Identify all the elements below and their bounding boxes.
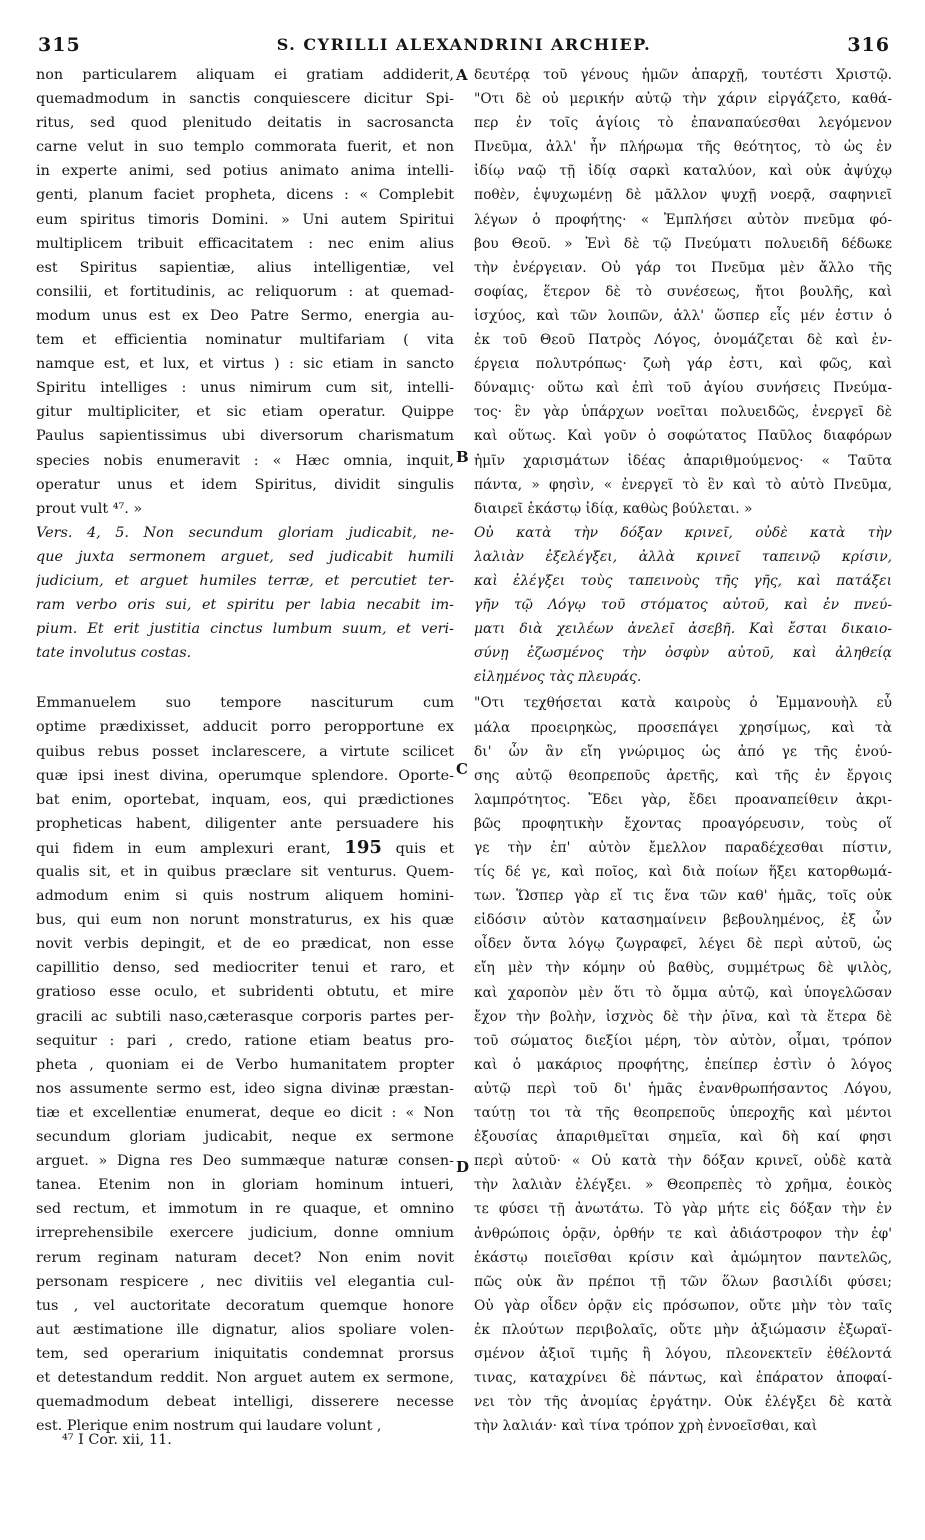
running-title: S. CYRILLI ALEXANDRINI ARCHIEP. <box>276 35 652 54</box>
section-gap <box>36 665 454 691</box>
margin-letter-b: B <box>456 448 469 466</box>
greek-verse <box>474 521 892 690</box>
latin-col-line: ritus, sed quod plenitudo deitatis in sacrosancta <box>36 115 454 132</box>
latin-verse <box>36 521 454 666</box>
greek-col2-line: τὴν λαλιὰν ἐλέγξει. » Θεοπρεπὲς τὸ χρῆμα, ἐοικὸς <box>474 1177 892 1194</box>
latin-verse-line: Vers. 4, 5. Non secundum gloriam judicabit, ne- <box>36 524 454 541</box>
latin-col2-line: rerum reginam naturam decet? Non enim novit <box>36 1249 454 1266</box>
latin-col-line: carne velut in suo templo commorata fuerit, et non <box>36 139 454 156</box>
greek-col2-line: εἰδόσιν αὐτὸν κατασημαίνειν βεβουλημένος, ἐξ ὧν <box>474 912 892 929</box>
greek-col-line: βου Θεοῦ. » Ἑνὶ δὲ τῷ Πνεύματι πολυειδῆ δέδωκε <box>474 235 892 252</box>
greek-verse-line: λαλιὰν ἐξελέγξει, ἀλλὰ κρινεῖ ταπεινῷ κρίσιν, <box>474 548 892 565</box>
greek-verse-line: γῆν τῷ Λόγῳ τοῦ στόματος αὐτοῦ, καὶ ἐν πνεύ- <box>474 597 892 614</box>
latin-col-line: Paulus sapientissimus ubi diversorum charismatum <box>36 428 454 445</box>
greek-col2-line: τε φύσει τῇ ἀνωτάτω. Τὸ γὰρ μήτε εἰς δόξαν τὴν ἐν <box>474 1201 892 1218</box>
greek-col-line: διαιρεῖ ἑκάστῳ ἰδίᾳ, καθὼς βούλεται. » <box>474 500 753 517</box>
latin-col2-line: sequitur : pari , credo, ratione etiam beatus pro- <box>36 1032 454 1049</box>
greek-col2-line: ταύτῃ τοι τὰ τῆς θεοπρεποῦς ὑπεροχῆς καὶ μέντοι <box>474 1105 892 1122</box>
latin-col2-line: qui fidem in eum amplexuri erant, 195 quis et <box>36 836 454 858</box>
latin-col-line: non particularem aliquam ei gratiam addiderit, <box>36 67 454 83</box>
greek-col2-line: ἔχον τὴν βολὴν, ἰσχνὸς δὲ τὴν ῥῖνα, καὶ τὰ ἕτερα δὲ <box>474 1008 892 1025</box>
greek-col-line: ἐκ τοῦ Θεοῦ Πατρὸς Λόγος, ὀνομάζεται δὲ καὶ ἐν- <box>474 332 892 349</box>
greek-col2-line: λαμπρότητος. Ἔδει γὰρ, ἔδει προαναπείθειν ἀκρι- <box>474 791 892 808</box>
latin-col2-line: admodum enim si quis nostrum aliquem homini- <box>36 888 454 905</box>
greek-col2-line: ἐκ πλούτων περιβολαῖς, οὔτε μὴν ἀξιώμασιν ἐξωραϊ- <box>474 1321 892 1338</box>
greek-paragraph-2 <box>474 691 892 1438</box>
greek-col2-line: βῶς προφητικὴν ἔχοντας προαγόρευσιν, τοὺς οἵ <box>474 815 892 832</box>
greek-col2-line: οἶδεν ὄντα λόγῳ ζωγραφεῖ, λέγει δὲ περὶ αὐτοῦ, ὡς <box>474 936 892 953</box>
latin-col-line: est Spiritus sapientiæ, alius intelligentiæ, vel <box>36 259 454 276</box>
greek-col-line: περ ἐν τοῖς ἁγίοις τὸ ἐπαναπαύεσθαι λεγόμενον <box>474 115 892 132</box>
latin-col-line: modum unus est ex Deo Patre Sermo, energia au- <box>36 307 454 324</box>
greek-col2-line: των. Ὥσπερ γὰρ εἴ τις ἕνα τῶν καθ' ἡμᾶς, τοῖς οὐκ <box>474 888 892 905</box>
margin-letter-c: C <box>456 760 468 778</box>
greek-col-line: δύναμις· οὕτω καὶ ἐπὶ τοῦ ἁγίου συνήσεις Πνεύμα- <box>474 380 892 397</box>
latin-col2-line: bat enim, oportebat, inquam, eos, qui prædictiones <box>36 791 454 808</box>
greek-col-line: "Οτι δὲ οὐ μερικήν αὐτῷ τὴν χάριν εἰργάζετο, καθά- <box>474 91 892 108</box>
greek-col2-line: ἐξουσίας ἀπαριθμεῖται σημεῖα, καὶ δὴ καί φησι <box>474 1129 892 1146</box>
latin-col2-line: tiæ et excellentiæ enumerat, deque eo dicit : « Non <box>36 1104 454 1121</box>
greek-col2-line: σης αὐτῷ θεοπρεποῦς ἀρετῆς, καὶ τῆς ἐν ἔργοις <box>474 767 892 784</box>
footnote: ⁴⁷ I Cor. xii, 11. <box>62 1432 172 1448</box>
greek-col-line: έργεια πολυτρόπως· ζωὴ γάρ ἐστι, καὶ φῶς, καὶ <box>474 356 892 373</box>
latin-col2-line: arguet. » Digna res Deo summæque naturæ consen- <box>36 1153 454 1170</box>
greek-col-line: Πνεῦμα, ἀλλ' ἦν πλήρωμα τῆς θεότητος, τὸ ὡς ἐν <box>474 139 892 156</box>
greek-col-line: ποθὲν, ἐψυχωμένῃ δὲ μᾶλλον ψυχῇ νοερᾷ, σαφηνιεῖ <box>474 187 892 204</box>
running-header <box>38 34 890 62</box>
greek-col2-line: καὶ ὁ μακάριος προφήτης, ἐπείπερ ἐστὶν ὁ λόγος <box>474 1056 892 1073</box>
latin-col2-line: qualis sit, et in quibus præclare sit venturus. Quem- <box>36 864 454 880</box>
greek-col2-line: τοῦ σώματος διεξίοι μέρη, τὸν αὐτὸν, οἶμαι, τρόπον <box>474 1032 892 1049</box>
greek-verse-line: Οὐ κατὰ τὴν δόξαν κρινεῖ, οὐδὲ κατὰ τὴν <box>474 524 892 541</box>
latin-verse-line: que juxta sermonem arguet, sed judicabit humili <box>36 548 454 565</box>
greek-col2-line: ἀνθρώποις ὁρᾷν, ὀρθήν τε καὶ ἀδιάστροφον τὴν ἐφ' <box>474 1225 892 1242</box>
latin-col2-line: Emmanuelem suo tempore nasciturum cum <box>36 695 454 712</box>
column-number-marker: 195 <box>344 836 382 858</box>
latin-col2-line: personam respicere , nec divitiis vel elegantia cul- <box>36 1273 454 1290</box>
latin-col2-line: nos assumente sermo est, ideo signa divinæ præstan- <box>36 1080 454 1097</box>
greek-col2-line: νει τὸν τῆς ἀνομίας ἐργάτην. Οὐκ ἐλέγξει δὲ κατὰ <box>474 1394 892 1411</box>
latin-col2-line: gracili ac subtili naso,cæterasque corporis partes per- <box>36 1008 454 1025</box>
latin-col2-line: et detestandum reddit. Non arguet autem ex sermone, <box>36 1369 454 1386</box>
latin-col2-line: irreprehensibile exercere judicium, donne omnium <box>36 1225 454 1242</box>
greek-col-line: σοφίας, ἕτερον δὲ τὸ συνέσεως, ἤτοι βουλῆς, καὶ <box>474 283 892 300</box>
latin-col2-line: bus, qui eum non norunt monstraturus, ex his quæ <box>36 912 454 929</box>
latin-col2-line: pheta , quoniam ei de Verbo humanitatem propter <box>36 1056 454 1073</box>
latin-col2-line: propheticas habent, diligenter ante persuadere his <box>36 815 454 832</box>
latin-paragraph-2 <box>36 691 454 1438</box>
latin-verse-line: tate involutus costas. <box>36 645 192 662</box>
latin-col-line: namque est, et lux, et virtus ) : sic etiam in sancto <box>36 356 454 373</box>
greek-col2-line: "Οτι τεχθήσεται κατὰ καιροὺς ὁ Ἐμμανουὴλ εὖ <box>474 695 892 712</box>
latin-col-line: tem et efficientia nominatur multifariam ( vita <box>36 332 454 349</box>
greek-col2-line: τὴν λαλιάν· καὶ τίνα τρόπον χρὴ ἐννοεῖσθαι, καὶ <box>474 1418 818 1435</box>
page-number-left: 315 <box>38 34 81 56</box>
latin-col2-line: tem, sed operarium iniquitatis condemnat prorsus <box>36 1345 454 1362</box>
greek-col2-line: εἴη μὲν τὴν κόμην οὐ βαθὺς, συμμέτρως δὲ ψιλὸς, <box>474 960 892 977</box>
latin-col2-line: capillitio denso, sed mediocriter tenui et raro, et <box>36 960 454 977</box>
greek-col-line: δευτέρᾳ τοῦ γένους ἡμῶν ἀπαρχῇ, τουτέστι Χριστῷ. <box>474 67 892 83</box>
latin-col2-line: est. Plerique enim nostrum qui laudare volunt , <box>36 1418 382 1435</box>
greek-col-line: τὴν ἐνέργειαν. Οὐ γάρ τοι Πνεῦμα μὲν ἄλλο τῆς <box>474 259 892 276</box>
greek-verse-line: καὶ ἐλέγξει τοὺς ταπεινοὺς τῆς γῆς, καὶ πατάξει <box>474 572 892 589</box>
greek-col2-line: καὶ χαροπὸν μὲν ὅτι τὸ ὄμμα αὐτῷ, καὶ ὑπογελῶσαν <box>474 984 892 1001</box>
greek-col-line: πάντα, » φησὶν, « ἐνεργεῖ τὸ ἓν καὶ τὸ αὐτὸ Πνεῦμα, <box>474 476 892 493</box>
greek-col-line: ἰσχύος, καὶ τῶν λοιπῶν, ἀλλ' ὥσπερ εἷς μέν ἐστιν ὁ <box>474 307 892 324</box>
greek-col-line: καὶ οὕτως. Καὶ γοῦν ὁ σοφώτατος Παῦλος διαφόρων <box>474 428 892 445</box>
latin-verse-line: pium. Et erit justitia cinctus lumbum suum, et veri- <box>36 621 454 638</box>
greek-col-line: ἰδίῳ ναῷ τῇ ἰδίᾳ σαρκὶ καταλύον, καὶ οὐκ ἀψύχῳ <box>474 163 892 180</box>
greek-col2-line: αὐτῷ περὶ τοῦ δι' ἡμᾶς ἐνανθρωπήσαντος Λόγου, <box>474 1080 892 1097</box>
greek-col2-line: ἑκάστῳ ποιεῖσθαι κρίσιν καὶ ἀμώμητον παντελῶς, <box>474 1249 892 1266</box>
latin-verse-line: judicium, et arguet humiles terræ, et percutiet ter- <box>36 572 454 589</box>
greek-col2-line: σμένον ἀξιοῖ τιμῆς ἢ λόγου, πλεονεκτεῖν ἐθέλοντά <box>474 1345 892 1362</box>
latin-verse-line: ram verbo oris sui, et spiritu per labia necabit im- <box>36 597 454 614</box>
latin-col2-line: tus , vel auctoritate decoratum quemque honore <box>36 1297 454 1314</box>
latin-col2-line: sed rectum, et immotum in re quaque, et omnino <box>36 1201 454 1218</box>
page-number-right: 316 <box>847 34 890 56</box>
latin-paragraph-1 <box>36 63 454 521</box>
margin-letter-d: D <box>456 1158 470 1176</box>
greek-col2-line: τινας, καταχρίνει δὲ πάντως, καὶ ἐπάρατον ἀποφαί- <box>474 1370 892 1387</box>
greek-verse-line: ματι διὰ χειλέων ἀνελεῖ ἀσεβῆ. Καὶ ἔσται δικαιο- <box>474 621 892 638</box>
latin-col-line: species nobis enumeravit : « Hæc omnia, inquit, <box>36 452 454 469</box>
greek-col2-line: πῶς οὐκ ἂν πρέποι τῇ τῶν ὅλων βασιλίδι φύσει; <box>474 1273 892 1290</box>
latin-col-line: quemadmodum in sanctis conquiescere dicitur Spi- <box>36 91 454 108</box>
margin-letter-a: A <box>456 66 468 84</box>
greek-verse-line: εἰλημένος τὰς πλευράς. <box>474 669 642 686</box>
latin-col-line: eum spiritus timoris Domini. » Uni autem Spiritui <box>36 211 454 228</box>
latin-col-line: genti, planum faciet propheta, dicens : « Complebit <box>36 187 454 204</box>
latin-col2-line: quibus rebus posset inclarescere, a virtute scilicet <box>36 743 454 760</box>
latin-col2-line: optime prædixisset, adducit porro peropportune ex <box>36 719 454 736</box>
greek-col2-line: γε τὴν ἐπ' αὐτὸν ἔμελλον παραδέχεσθαι πίστιν, <box>474 840 892 856</box>
latin-column <box>36 63 454 1438</box>
greek-col2-line: τίς δέ γε, καὶ ποῖος, καὶ διὰ ποίων ἥξει κατορθωμά- <box>474 864 892 881</box>
greek-col2-line: μάλα προειρηκὼς, προσεπάγει χρησίμως, καὶ τὰ <box>474 719 892 736</box>
greek-paragraph-1 <box>474 63 892 521</box>
greek-verse-line: σύνῃ ἐζωσμένος τὴν ὀσφὺν αὐτοῦ, καὶ ἀληθείᾳ <box>474 645 892 662</box>
greek-col2-line: περὶ αὐτοῦ· « Οὐ κατὰ τὴν δόξαν κρινεῖ, οὐδὲ κατὰ <box>474 1153 892 1170</box>
latin-col-line: operatur unus et idem Spiritus, dividit singulis <box>36 476 454 493</box>
greek-col-line: λέγων ὁ προφήτης· « Ἐμπλήσει αὐτὸν πνεῦμα φό- <box>474 211 892 228</box>
greek-col2-line: δι' ὧν ἂν εἴη γνώριμος ὡς ἀπό γε τῆς ἐνού- <box>474 743 892 760</box>
latin-col-line: Spiritu intelliges : unus nimirum cum sit, intelli- <box>36 380 454 397</box>
latin-col2-line: gratioso esse oculo, et subridenti obtutu, et mire <box>36 984 454 1001</box>
latin-col2-line: novit verbis depingit, et de eo prædicat, non esse <box>36 936 454 953</box>
greek-col-line: τος· ἓν γὰρ ὑπάρχων νοεῖται πολυειδῶς, ἐνεργεῖ δὲ <box>474 404 892 421</box>
latin-col2-line: quemadmodum debeat intelligi, disserere necesse <box>36 1394 454 1411</box>
latin-col2-line: aut æstimatione ille dignatur, alios spoliare volen- <box>36 1321 454 1338</box>
greek-col2-line: Οὐ γὰρ οἶδεν ὁρᾷν εἰς πρόσωπον, οὔτε μὴν τὸν ταῖς <box>474 1297 892 1314</box>
latin-col-line: multiplicem tribuit efficacitatem : nec enim alius <box>36 235 454 252</box>
greek-col-line: ἡμῖν χαρισμάτων ἰδέας ἀπαριθμούμενος· « Ταῦτα <box>474 452 892 469</box>
latin-col-line: consilii, et fortitudinis, ac reliquorum : at quemad- <box>36 283 454 300</box>
latin-col-line: in experte animi, sed potius animato anima intelli- <box>36 163 454 180</box>
latin-col2-line: tanea. Etenim non in gloriam hominum intueri, <box>36 1177 454 1194</box>
latin-col-line: prout vult ⁴⁷. » <box>36 500 143 517</box>
greek-column <box>474 63 892 1438</box>
latin-col2-line: quæ ipsi inest divina, operumque splendore. Oporte- <box>36 767 454 784</box>
latin-col2-line: secundum gloriam judicabit, neque ex sermone <box>36 1129 454 1146</box>
latin-col-line: gitur multipliciter, et sic etiam operatur. Quippe <box>36 404 454 421</box>
